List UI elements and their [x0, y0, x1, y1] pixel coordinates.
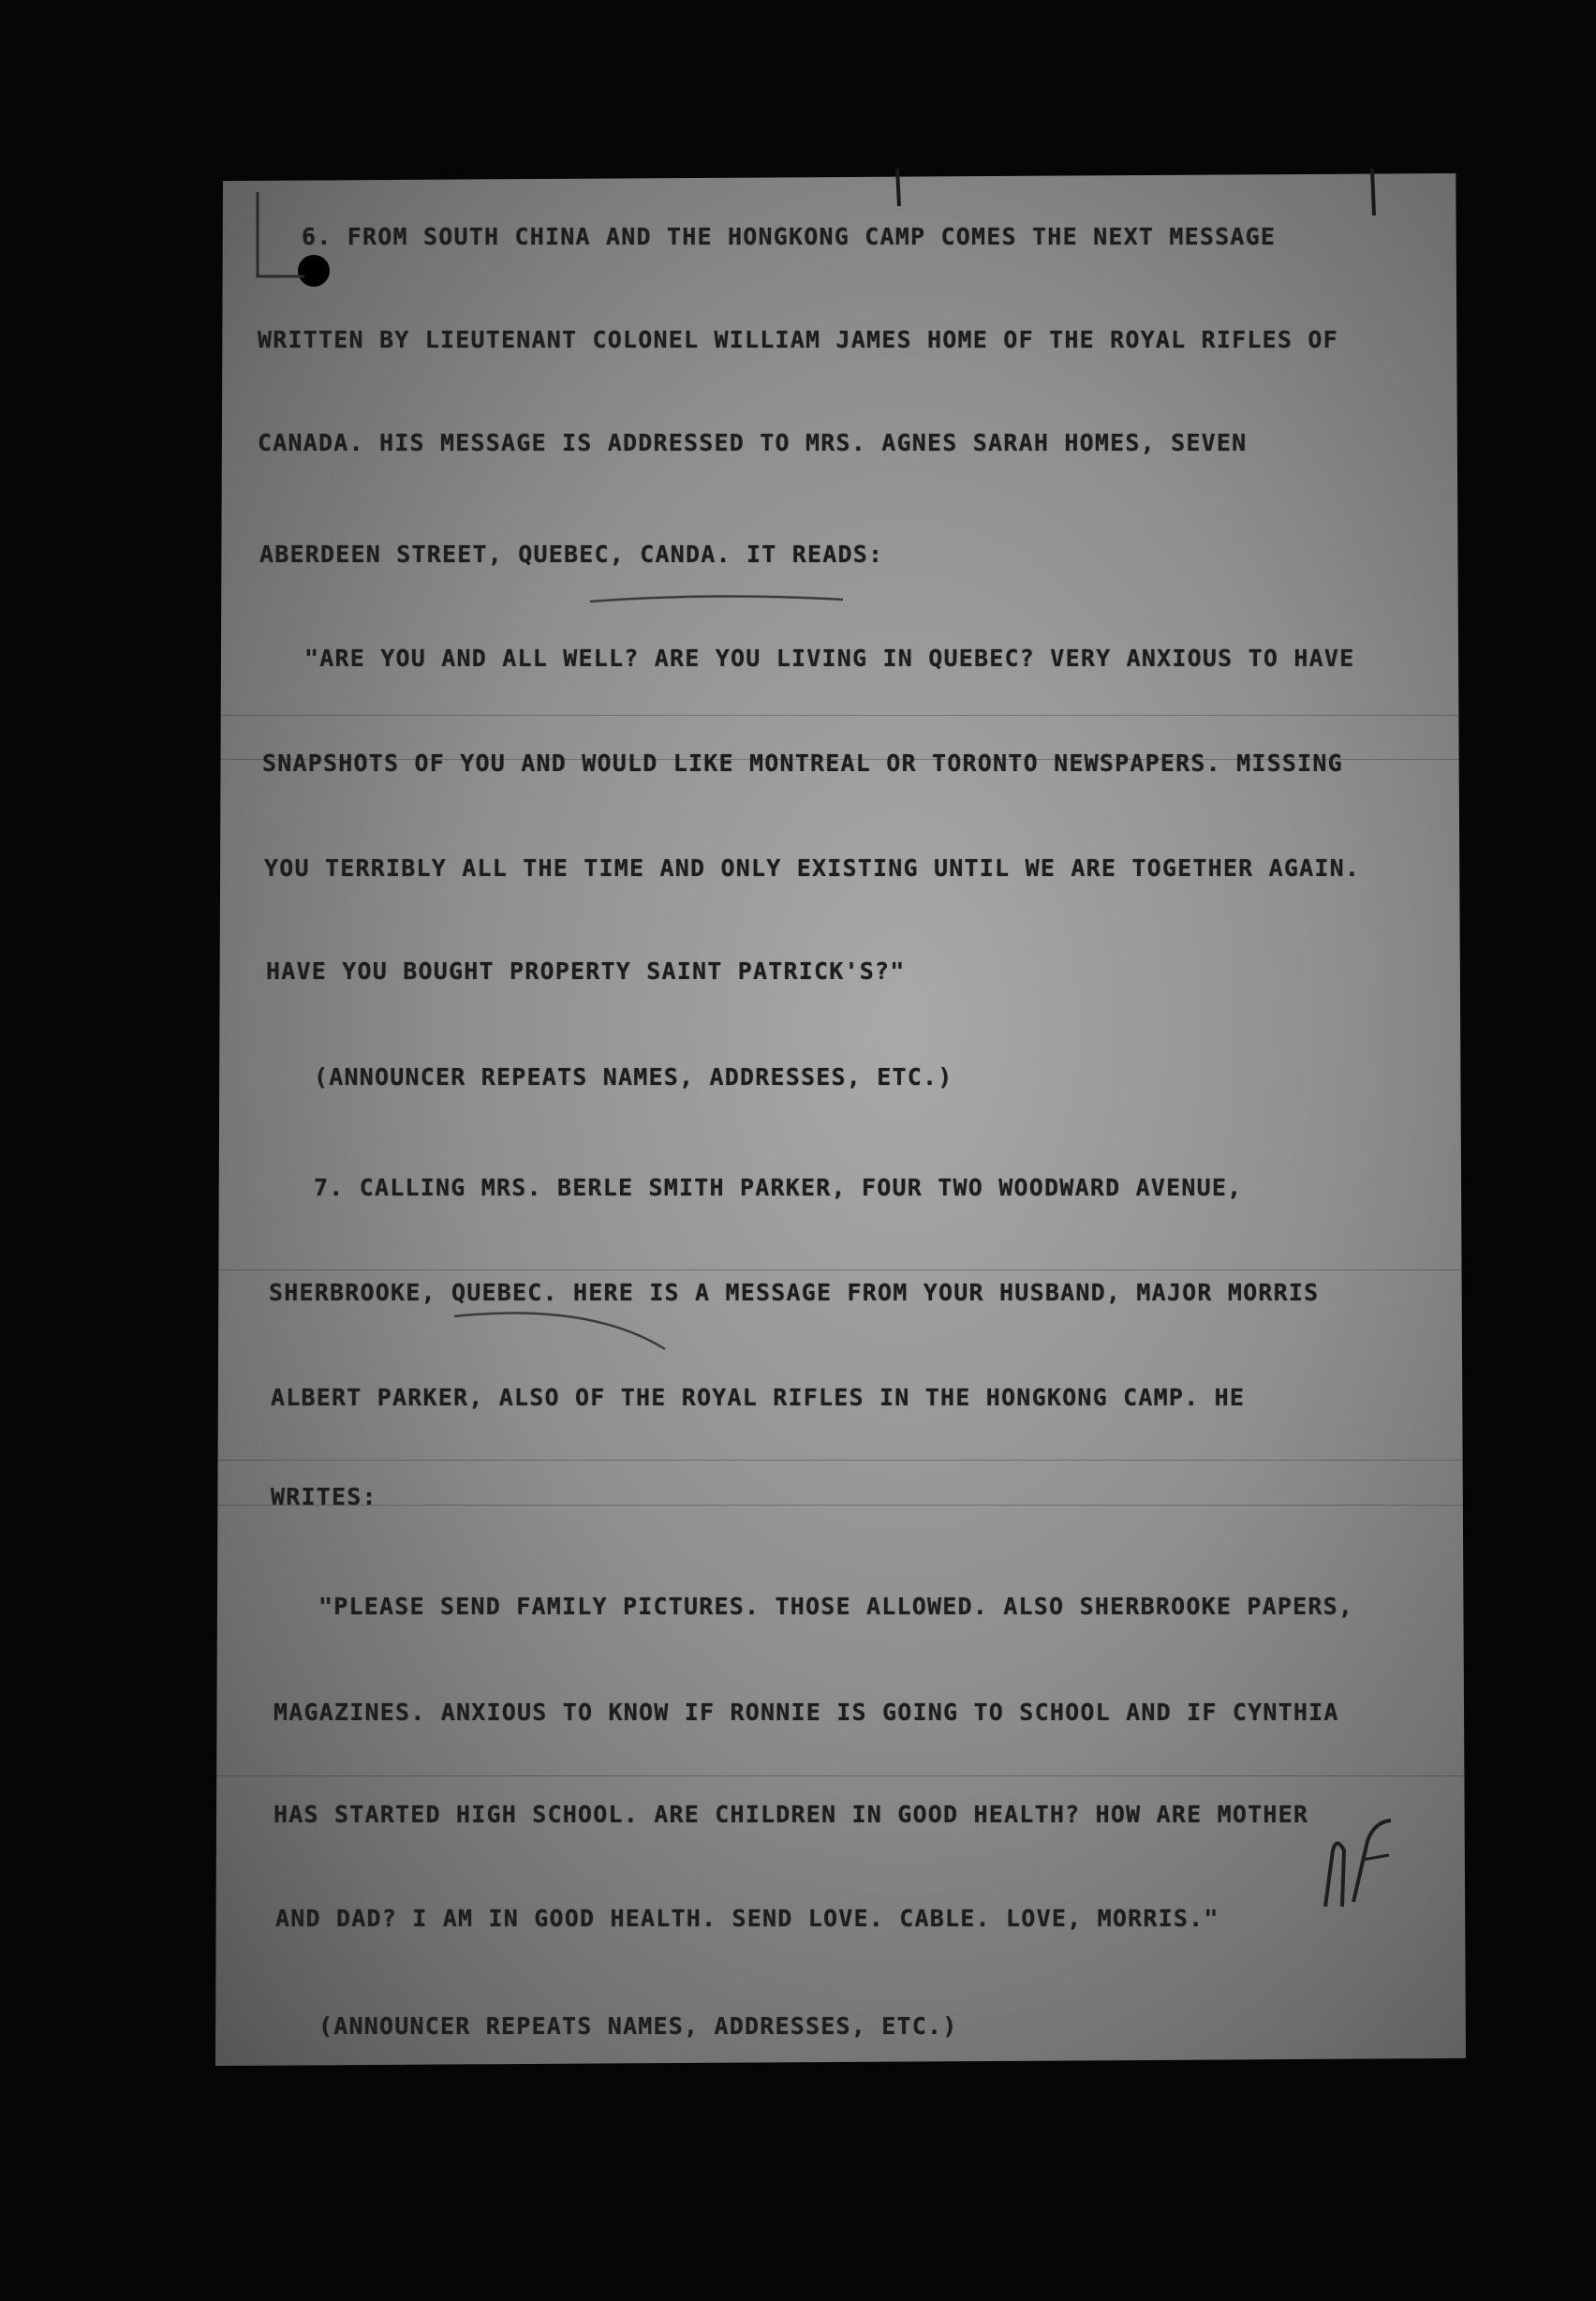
text-line: WRITTEN BY LIEUTENANT COLONEL WILLIAM JAMES HOME OF THE ROYAL RIFLES OF [258, 326, 1338, 353]
text-line: SNAPSHOTS OF YOU AND WOULD LIKE MONTREAL OR TORONTO NEWSPAPERS. MISSING [262, 750, 1343, 777]
text-line: HAS STARTED HIGH SCHOOL. ARE CHILDREN IN GOOD HEALTH? HOW ARE MOTHER [273, 1801, 1309, 1828]
text-line: YOU TERRIBLY ALL THE TIME AND ONLY EXISTING UNTIL WE ARE TOGETHER AGAIN. [264, 854, 1361, 882]
text-line: 7. CALLING MRS. BERLE SMITH PARKER, FOUR TWO WOODWARD AVENUE, [314, 1174, 1243, 1201]
text-line: "PLEASE SEND FAMILY PICTURES. THOSE ALLOWED. ALSO SHERBROOKE PAPERS, [318, 1593, 1354, 1620]
text-line: (ANNOUNCER REPEATS NAMES, ADDRESSES, ETC.) [318, 2012, 958, 2040]
text-line: AND DAD? I AM IN GOOD HEALTH. SEND LOVE. CABLE. LOVE, MORRIS." [275, 1905, 1219, 1932]
scan-artifact-line [215, 1460, 1466, 1461]
scan-artifact-line [215, 1775, 1466, 1776]
pencil-underline [585, 590, 848, 609]
text-line: CANADA. HIS MESSAGE IS ADDRESSED TO MRS. AGNES SARAH HOMES, SEVEN [258, 429, 1248, 456]
top-tick-marks [880, 164, 1405, 230]
text-line: ALBERT PARKER, ALSO OF THE ROYAL RIFLES IN THE HONGKONG CAMP. HE [271, 1384, 1246, 1411]
text-line: WRITES: [271, 1483, 377, 1510]
pencil-curve [450, 1307, 674, 1363]
scan-artifact-line [215, 715, 1466, 716]
text-line: (ANNOUNCER REPEATS NAMES, ADDRESSES, ETC.) [314, 1063, 953, 1091]
scan-artifact-line [215, 1505, 1466, 1506]
text-line: SHERBROOKE, QUEBEC. HERE IS A MESSAGE FROM YOUR HUSBAND, MAJOR MORRIS [269, 1279, 1320, 1306]
text-line: "ARE YOU AND ALL WELL? ARE YOU LIVING IN QUEBEC? VERY ANXIOUS TO HAVE [304, 645, 1355, 672]
typewritten-page [215, 173, 1466, 2066]
handwritten-initials [1316, 1813, 1400, 1916]
text-line: MAGAZINES. ANXIOUS TO KNOW IF RONNIE IS GOING TO SCHOOL AND IF CYNTHIA [273, 1699, 1339, 1726]
text-line: ABERDEEN STREET, QUEBEC, CANDA. IT READS: [259, 541, 884, 568]
text-line: HAVE YOU BOUGHT PROPERTY SAINT PATRICK'S?" [266, 958, 906, 985]
text-line: 6. FROM SOUTH CHINA AND THE HONGKONG CAMP COMES THE NEXT MESSAGE [302, 223, 1277, 250]
scan-artifact-line [215, 1269, 1466, 1270]
